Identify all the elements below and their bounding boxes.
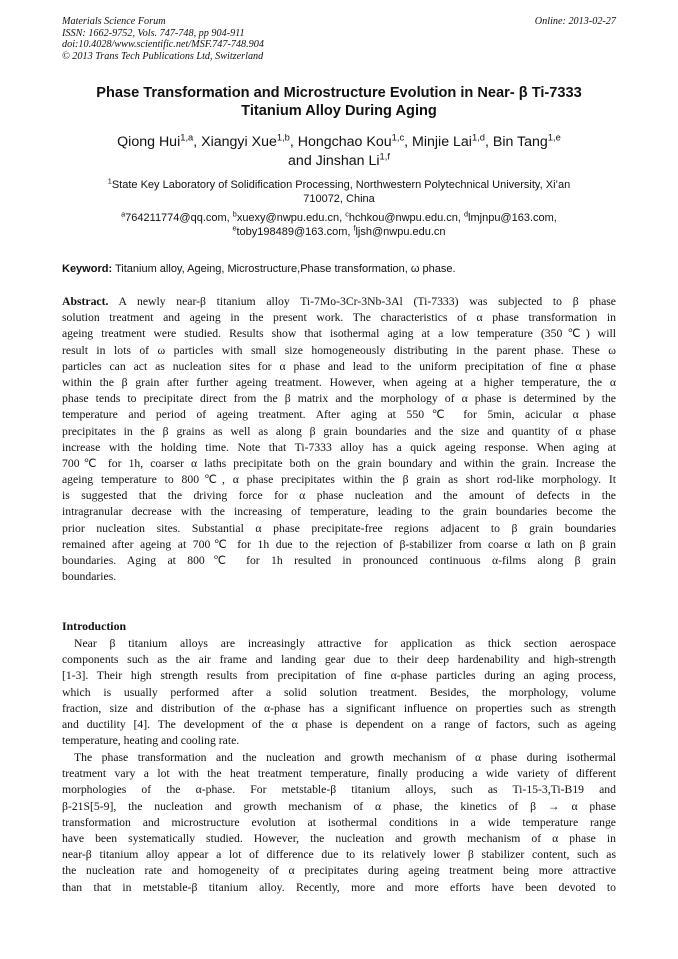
- keywords: [62, 262, 616, 276]
- intro-paragraph-1: [62, 636, 616, 749]
- affiliation-sup: 1: [107, 176, 112, 186]
- abstract-line: ageing temperature to 800℃, α phase precipitates within the β grain as short rod-like morphology. It: [62, 473, 616, 487]
- title-line-1: Phase Transformation and Microstructure Evolution in Near- β Ti-7333: [96, 85, 582, 101]
- issn-line: ISSN: 1662-9752, Vols. 747-748, pp 904-911: [62, 27, 245, 39]
- paragraph-line: Near β titanium alloys are increasingly attractive for application as thick section aerospace: [74, 637, 616, 650]
- author-name: , Minjie Lai: [404, 134, 472, 150]
- doi-line: doi:10.4028/www.scientific.net/MSF.747-748.904: [62, 39, 264, 51]
- abstract-line: result in lots of ω particles with small size homogeneously distributing in the parent phase. These ω: [62, 343, 616, 357]
- abstract-line: particles can act as nucleation sites for α phase and lead to the uniform precipitation of fine α phase: [62, 359, 616, 373]
- abstract-label: Abstract.: [62, 295, 109, 308]
- author-name: Qiong Hui: [117, 134, 181, 150]
- author-sup: 1,c: [391, 132, 405, 143]
- email: xuexy@nwpu.edu.cn,: [236, 212, 346, 224]
- paragraph-line: and ductility [4]. The development of the α phase is dependent on a range of factors, such as ageing: [62, 717, 616, 731]
- email-sup: c: [345, 209, 349, 219]
- author-name: and Jinshan Li: [288, 153, 380, 169]
- keywords-text: Titanium alloy, Ageing, Microstructure,Phase transformation, ω phase.: [112, 263, 456, 275]
- author-name: , Hongchao Kou: [289, 134, 392, 150]
- section-heading-introduction: Introduction: [62, 619, 127, 633]
- author-name: , Xiangyi Xue: [193, 134, 277, 150]
- paragraph-line: near-β titanium alloy appear a lot of difference due to its relatively lower β stabilizer content, such as: [62, 848, 616, 862]
- copyright-line: © 2013 Trans Tech Publications Ltd, Switzerland: [62, 50, 264, 62]
- paragraph-line: which is usually performed after a solid solution treatment. Besides, the morphology, volume: [62, 685, 616, 699]
- abstract-line: precipitates in the β grains as well as along β grain boundaries and the size and quantity of α phase: [62, 424, 616, 438]
- journal-header: [62, 16, 616, 62]
- email-sup: f: [353, 223, 356, 233]
- abstract-line: boundaries. Aging at 800℃ for 1h resulted in pronounced continuous α-films along β grain: [62, 554, 616, 567]
- abstract-line: prior nucleation sites. Substantial α phase precipitate-free regions adjacent to β grain boundaries: [62, 521, 616, 535]
- affiliation-line-2: 710072, China: [303, 193, 375, 205]
- author-list: [62, 133, 616, 171]
- abstract-line: ageing treatment were studied. Results show that isothermal aging at a low temperature (350℃) will: [62, 327, 616, 341]
- abstract-line: [62, 294, 616, 310]
- email-line-2: [62, 225, 616, 239]
- abstract-line: solution treatment and ageing in the present work. The characteristics of α phase transformation in: [62, 311, 616, 325]
- paragraph-line: fraction, size and distribution of the α-phase has a significant influence on properties such as strength: [62, 701, 616, 715]
- title-line-2: Titanium Alloy During Aging: [241, 103, 437, 119]
- paragraph-line: [1-3]. Their high strength results from precipitation of fine α-phase particles during an aging process,: [62, 669, 616, 683]
- author-name: , Bin Tang: [484, 134, 548, 150]
- paragraph-line: have been systematically studied. However, the nucleation and growth mechanism of α phase in: [62, 831, 616, 845]
- paragraph-line: components such as the air frame and landing gear due to their deep hardenability and high-strength: [62, 653, 616, 667]
- email-sup: a: [121, 209, 126, 219]
- abstract-line: increase with the holding time. Note that Ti-7333 alloy has a quick ageing response. When aging at: [62, 440, 616, 454]
- abstract-line: 700℃ for 1h, coarser α laths precipitate both on the grain boundary and within the grain. Increase the: [62, 456, 616, 470]
- email-sup: e: [232, 223, 237, 233]
- email: hchkou@nwpu.edu.cn,: [348, 212, 464, 224]
- author-line-2: [62, 152, 616, 171]
- keywords-label: Keyword:: [62, 263, 113, 275]
- author-line-1: [62, 133, 616, 152]
- intro-paragraph-2: [62, 750, 616, 896]
- online-date: Online: 2013-02-27: [534, 16, 616, 27]
- abstract-line: temperature and period of ageing treatment. After aging at 550℃ for 5min, acicular α phase: [62, 408, 616, 422]
- abstract-line: intragranular decrease with the increasing of temperature, leading to the grain boundaries become the: [62, 505, 616, 519]
- paragraph-line: treatment vary a lot with the heat treatment temperature, finally producing a wide variety of different: [62, 767, 616, 781]
- email: 764211774@qq.com,: [125, 212, 233, 224]
- paragraph-line-last: temperature, heating and cooling rate.: [62, 734, 240, 748]
- author-sup: 1,f: [379, 151, 390, 162]
- affiliation: [62, 178, 616, 206]
- email: ljsh@nwpu.edu.cn: [355, 226, 446, 238]
- paragraph-line: than that in metstable-β titanium alloy. Recently, more and more efforts have been devoted to: [62, 880, 616, 894]
- abstract-line-last: boundaries.: [62, 570, 117, 584]
- email-sup: d: [463, 209, 469, 219]
- abstract: [62, 294, 616, 585]
- email-line-1: [62, 211, 616, 225]
- affiliation-line-1: [62, 178, 616, 192]
- abstract-line: is suggested that the driving force for α phase nucleation and the amount of defects in the: [62, 489, 616, 503]
- abstract-first-text: A newly near-β titanium alloy Ti-7Mo-3Cr-3Nb-3Al (Ti-7333) was subjected to β phase: [108, 295, 616, 308]
- paragraph-line: morphologies of the α-phase. For metstable-β titanium alloys, such as Ti-15-3,Ti-B19 and: [62, 783, 616, 797]
- author-sup: 1,e: [547, 132, 561, 143]
- journal-name: Materials Science Forum: [62, 16, 166, 27]
- author-sup: 1,b: [276, 132, 290, 143]
- email: toby198489@163.com,: [236, 226, 354, 238]
- affiliation-text: State Key Laboratory of Solidification Processing, Northwestern Polytechnical University, Xi’an: [111, 179, 571, 191]
- abstract-line: remained after ageing at 700℃ for 1h due to the rejection of β-stabilizer from coarse α lath on β grain: [62, 537, 616, 551]
- email: lmjnpu@163.com,: [468, 212, 557, 224]
- paragraph-line: β-21S[5-9], the nucleation and growth mechanism of α phase, the kinetics of β → α phase: [62, 799, 616, 813]
- abstract-line: phase tends to precipitate direct from the β matrix and the morphology of α phase is determined by the: [62, 392, 616, 406]
- paper-title: [62, 84, 616, 120]
- author-emails: [62, 211, 616, 239]
- abstract-line: within the β grain after further ageing treatment. However, when ageing at a higher temperature, the α: [62, 375, 616, 389]
- author-sup: 1,a: [180, 132, 194, 143]
- paragraph-line: The phase transformation and the nucleation and growth mechanism of α phase during isothermal: [74, 751, 616, 764]
- author-sup: 1,d: [471, 132, 485, 143]
- paragraph-line: the nucleation rate and homogeneity of α precipitates during ageing treatment being more attractive: [62, 864, 616, 878]
- paragraph-line: transformation and microstructure evolution at isothermal conditions in a wide temperature range: [62, 815, 616, 829]
- email-sup: b: [232, 209, 237, 219]
